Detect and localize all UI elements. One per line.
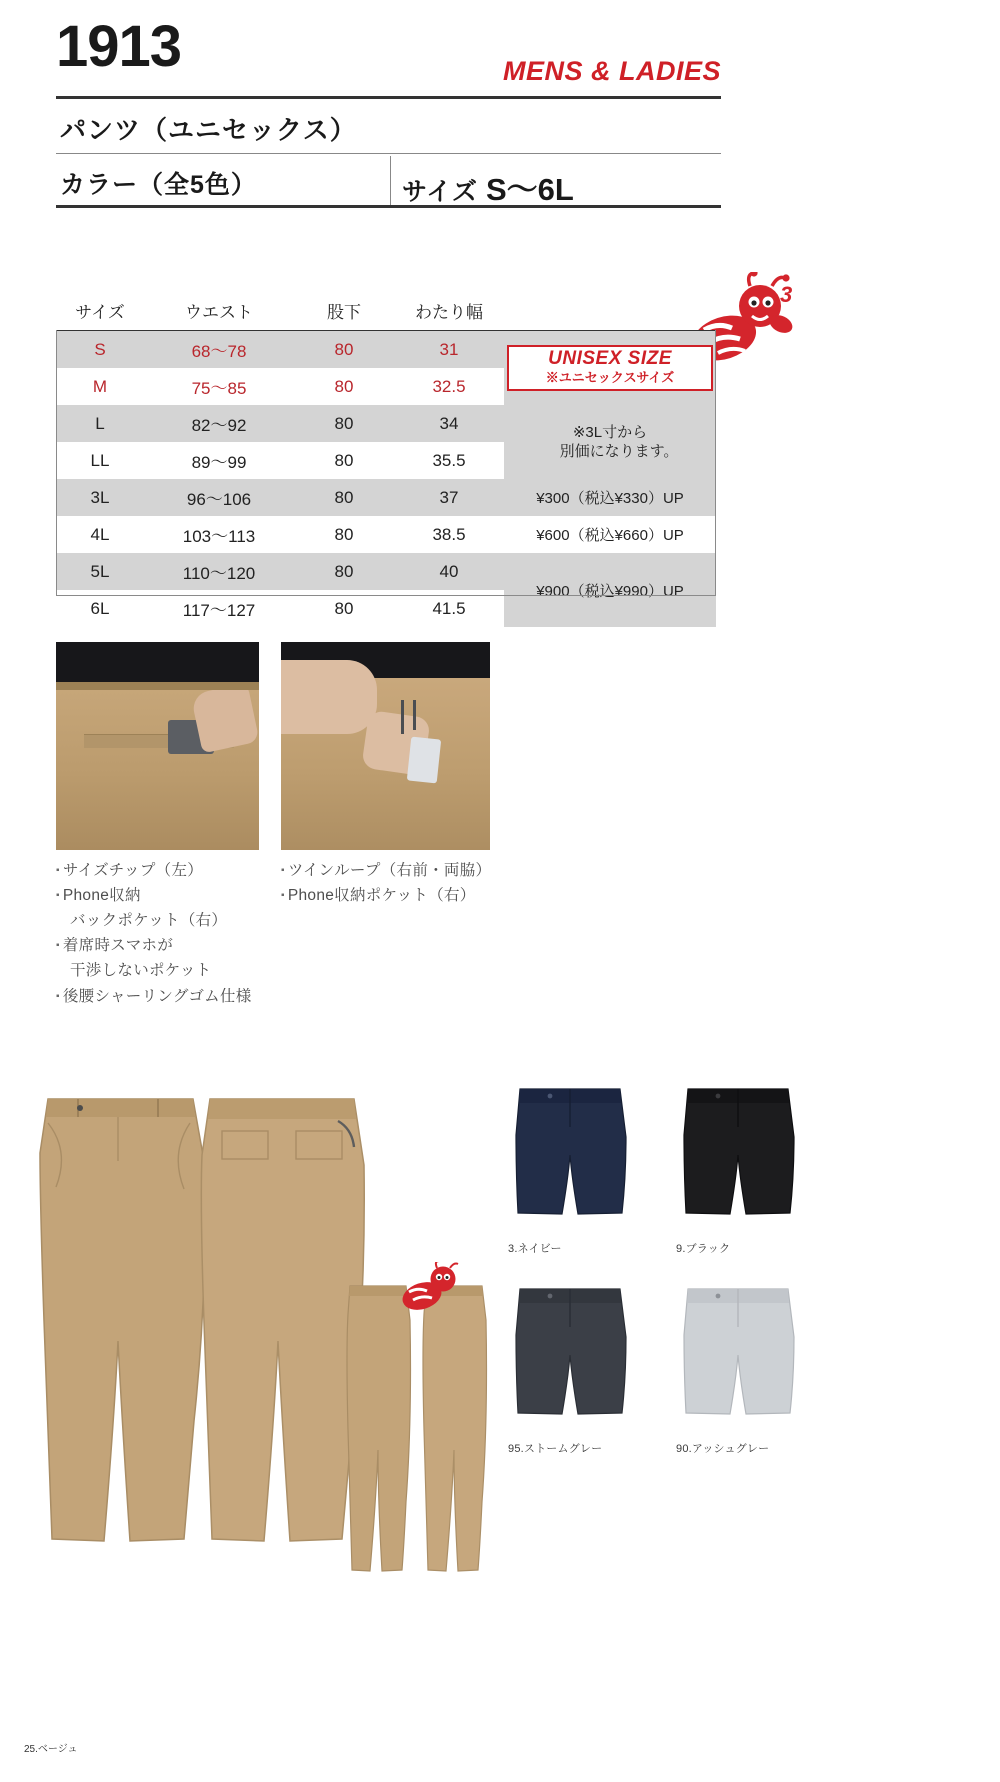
caption-ash-grey: 90.アッシュグレー xyxy=(676,1443,770,1455)
product-pants-beige-mini-pair xyxy=(340,1280,500,1580)
caption-navy: 3.ネイビー xyxy=(508,1243,562,1255)
cell-size: 5L xyxy=(56,553,144,590)
price-up-3l: ¥300（税込¥330）UP xyxy=(504,479,716,516)
table-row xyxy=(56,405,716,442)
cell-inseam: 80 xyxy=(294,553,394,590)
unisex-subtitle: ※ユニセックスサイズ xyxy=(545,370,675,386)
size-table xyxy=(56,292,716,627)
cell-inseam: 80 xyxy=(334,450,354,470)
cell-size: LL xyxy=(90,450,110,470)
cell-waist: 96〜106 xyxy=(144,479,294,516)
price-up-5l-6l: ¥900（税込¥990）UP xyxy=(504,553,716,627)
cell-thigh: 37 xyxy=(394,479,504,516)
size3l-note-line2: 別価になります。 xyxy=(559,443,679,460)
col-header-size: サイズ xyxy=(56,292,144,331)
unisex-note-cell xyxy=(504,331,716,406)
cell-inseam: 80 xyxy=(294,331,394,369)
cell-size: 6L xyxy=(90,598,110,618)
cell-thigh: 38.5 xyxy=(432,524,466,544)
photo-waistband xyxy=(56,682,259,690)
cell-thigh: 34 xyxy=(394,405,504,442)
photo-arm xyxy=(281,660,377,734)
cell-inseam: 80 xyxy=(294,479,394,516)
col-header-inseam: 股下 xyxy=(294,292,394,331)
cell-inseam: 80 xyxy=(294,405,394,442)
unisex-badge xyxy=(507,345,713,390)
caption-black: 9.ブラック xyxy=(676,1243,731,1255)
table-row xyxy=(56,331,716,369)
cell-waist: 103〜113 xyxy=(182,527,256,546)
product-code: 1913 xyxy=(56,14,182,79)
feature-item-cont: バックポケット（右） xyxy=(70,912,228,930)
product-shorts-black xyxy=(676,1083,801,1233)
table-row xyxy=(56,516,716,553)
col-header-note xyxy=(504,292,716,331)
header-rule-bottom xyxy=(56,205,721,208)
feature-list-left xyxy=(56,858,271,1009)
cell-inseam: 80 xyxy=(334,524,354,544)
product-image-stage xyxy=(0,1075,1000,1775)
feature-item: ▪ Phone収納ポケット（右） xyxy=(281,883,531,908)
feature-item-cont: 干渉しないポケット xyxy=(70,962,212,980)
color-count-label: カラー（全5色） xyxy=(60,171,257,199)
photo-hand xyxy=(190,683,259,754)
photo-twin-loop xyxy=(401,700,404,734)
size-table-container xyxy=(56,292,716,627)
feature-list-right xyxy=(281,858,531,908)
price-up-4l: ¥600（税込¥660）UP xyxy=(536,527,684,544)
caption-storm-grey: 95.ストームグレー xyxy=(508,1443,603,1455)
unisex-title: UNISEX SIZE xyxy=(548,348,672,370)
caption-beige: 25.ベージュ xyxy=(24,1744,78,1755)
cell-size: L xyxy=(56,405,144,442)
product-shorts-storm-grey xyxy=(508,1283,633,1433)
cell-thigh: 41.5 xyxy=(432,598,466,618)
cell-thigh: 32.5 xyxy=(432,376,466,396)
cell-inseam: 80 xyxy=(334,376,354,396)
cell-waist: 75〜85 xyxy=(191,379,247,398)
size-range-prefix: サイズ xyxy=(402,178,486,206)
product-name: パンツ（ユニセックス） xyxy=(60,115,357,145)
cell-thigh: 40 xyxy=(394,553,504,590)
size-range-label xyxy=(402,164,574,209)
cell-thigh: 31 xyxy=(394,331,504,369)
product-shorts-ash-grey xyxy=(676,1283,801,1433)
cell-waist: 117〜127 xyxy=(182,601,256,620)
col-header-thigh: わたり幅 xyxy=(394,292,504,331)
cell-waist: 68〜78 xyxy=(144,331,294,369)
segment-label: MENS & LADIES xyxy=(502,56,721,86)
cell-size: M xyxy=(92,376,108,396)
header-divider xyxy=(390,156,391,205)
bee-mascot-small-icon xyxy=(398,1262,460,1314)
cell-waist: 110〜120 xyxy=(144,553,294,590)
cell-waist: 89〜99 xyxy=(191,453,247,472)
feature-item: ▪ サイズチップ（左） xyxy=(56,858,271,883)
feature-item: ▪ 後腰シャーリングゴム仕様 xyxy=(56,984,271,1009)
size3l-note-cell xyxy=(504,405,716,479)
size-table-header-row xyxy=(56,292,716,331)
header-rule-top xyxy=(56,96,721,99)
photo-smartphone xyxy=(407,737,441,784)
cell-size: 4L xyxy=(90,524,110,544)
size-range-value: S〜6L xyxy=(485,172,574,207)
feature-item: ▪ 着席時スマホが xyxy=(56,933,271,958)
product-shorts-navy xyxy=(508,1083,633,1233)
cell-size: 3L xyxy=(56,479,144,516)
feature-item: ▪ Phone収納 xyxy=(56,883,271,908)
page-header xyxy=(56,14,721,86)
feature-photo-back-pocket xyxy=(56,642,259,850)
feature-photo-side-pocket xyxy=(281,642,490,850)
photo-twin-loop-2 xyxy=(413,700,416,730)
cell-inseam: 80 xyxy=(334,598,354,618)
header-rule-mid xyxy=(56,153,721,154)
cell-size: S xyxy=(56,331,144,369)
table-row xyxy=(56,479,716,516)
cell-thigh: 35.5 xyxy=(432,450,466,470)
col-header-waist: ウエスト xyxy=(144,292,294,331)
svg-text:3: 3 xyxy=(780,282,793,307)
table-row xyxy=(56,553,716,590)
cell-waist: 82〜92 xyxy=(144,405,294,442)
size3l-note-line1: ※3L寸から xyxy=(572,423,648,441)
feature-item: ▪ ツインループ（右前・両脇） xyxy=(281,858,531,883)
